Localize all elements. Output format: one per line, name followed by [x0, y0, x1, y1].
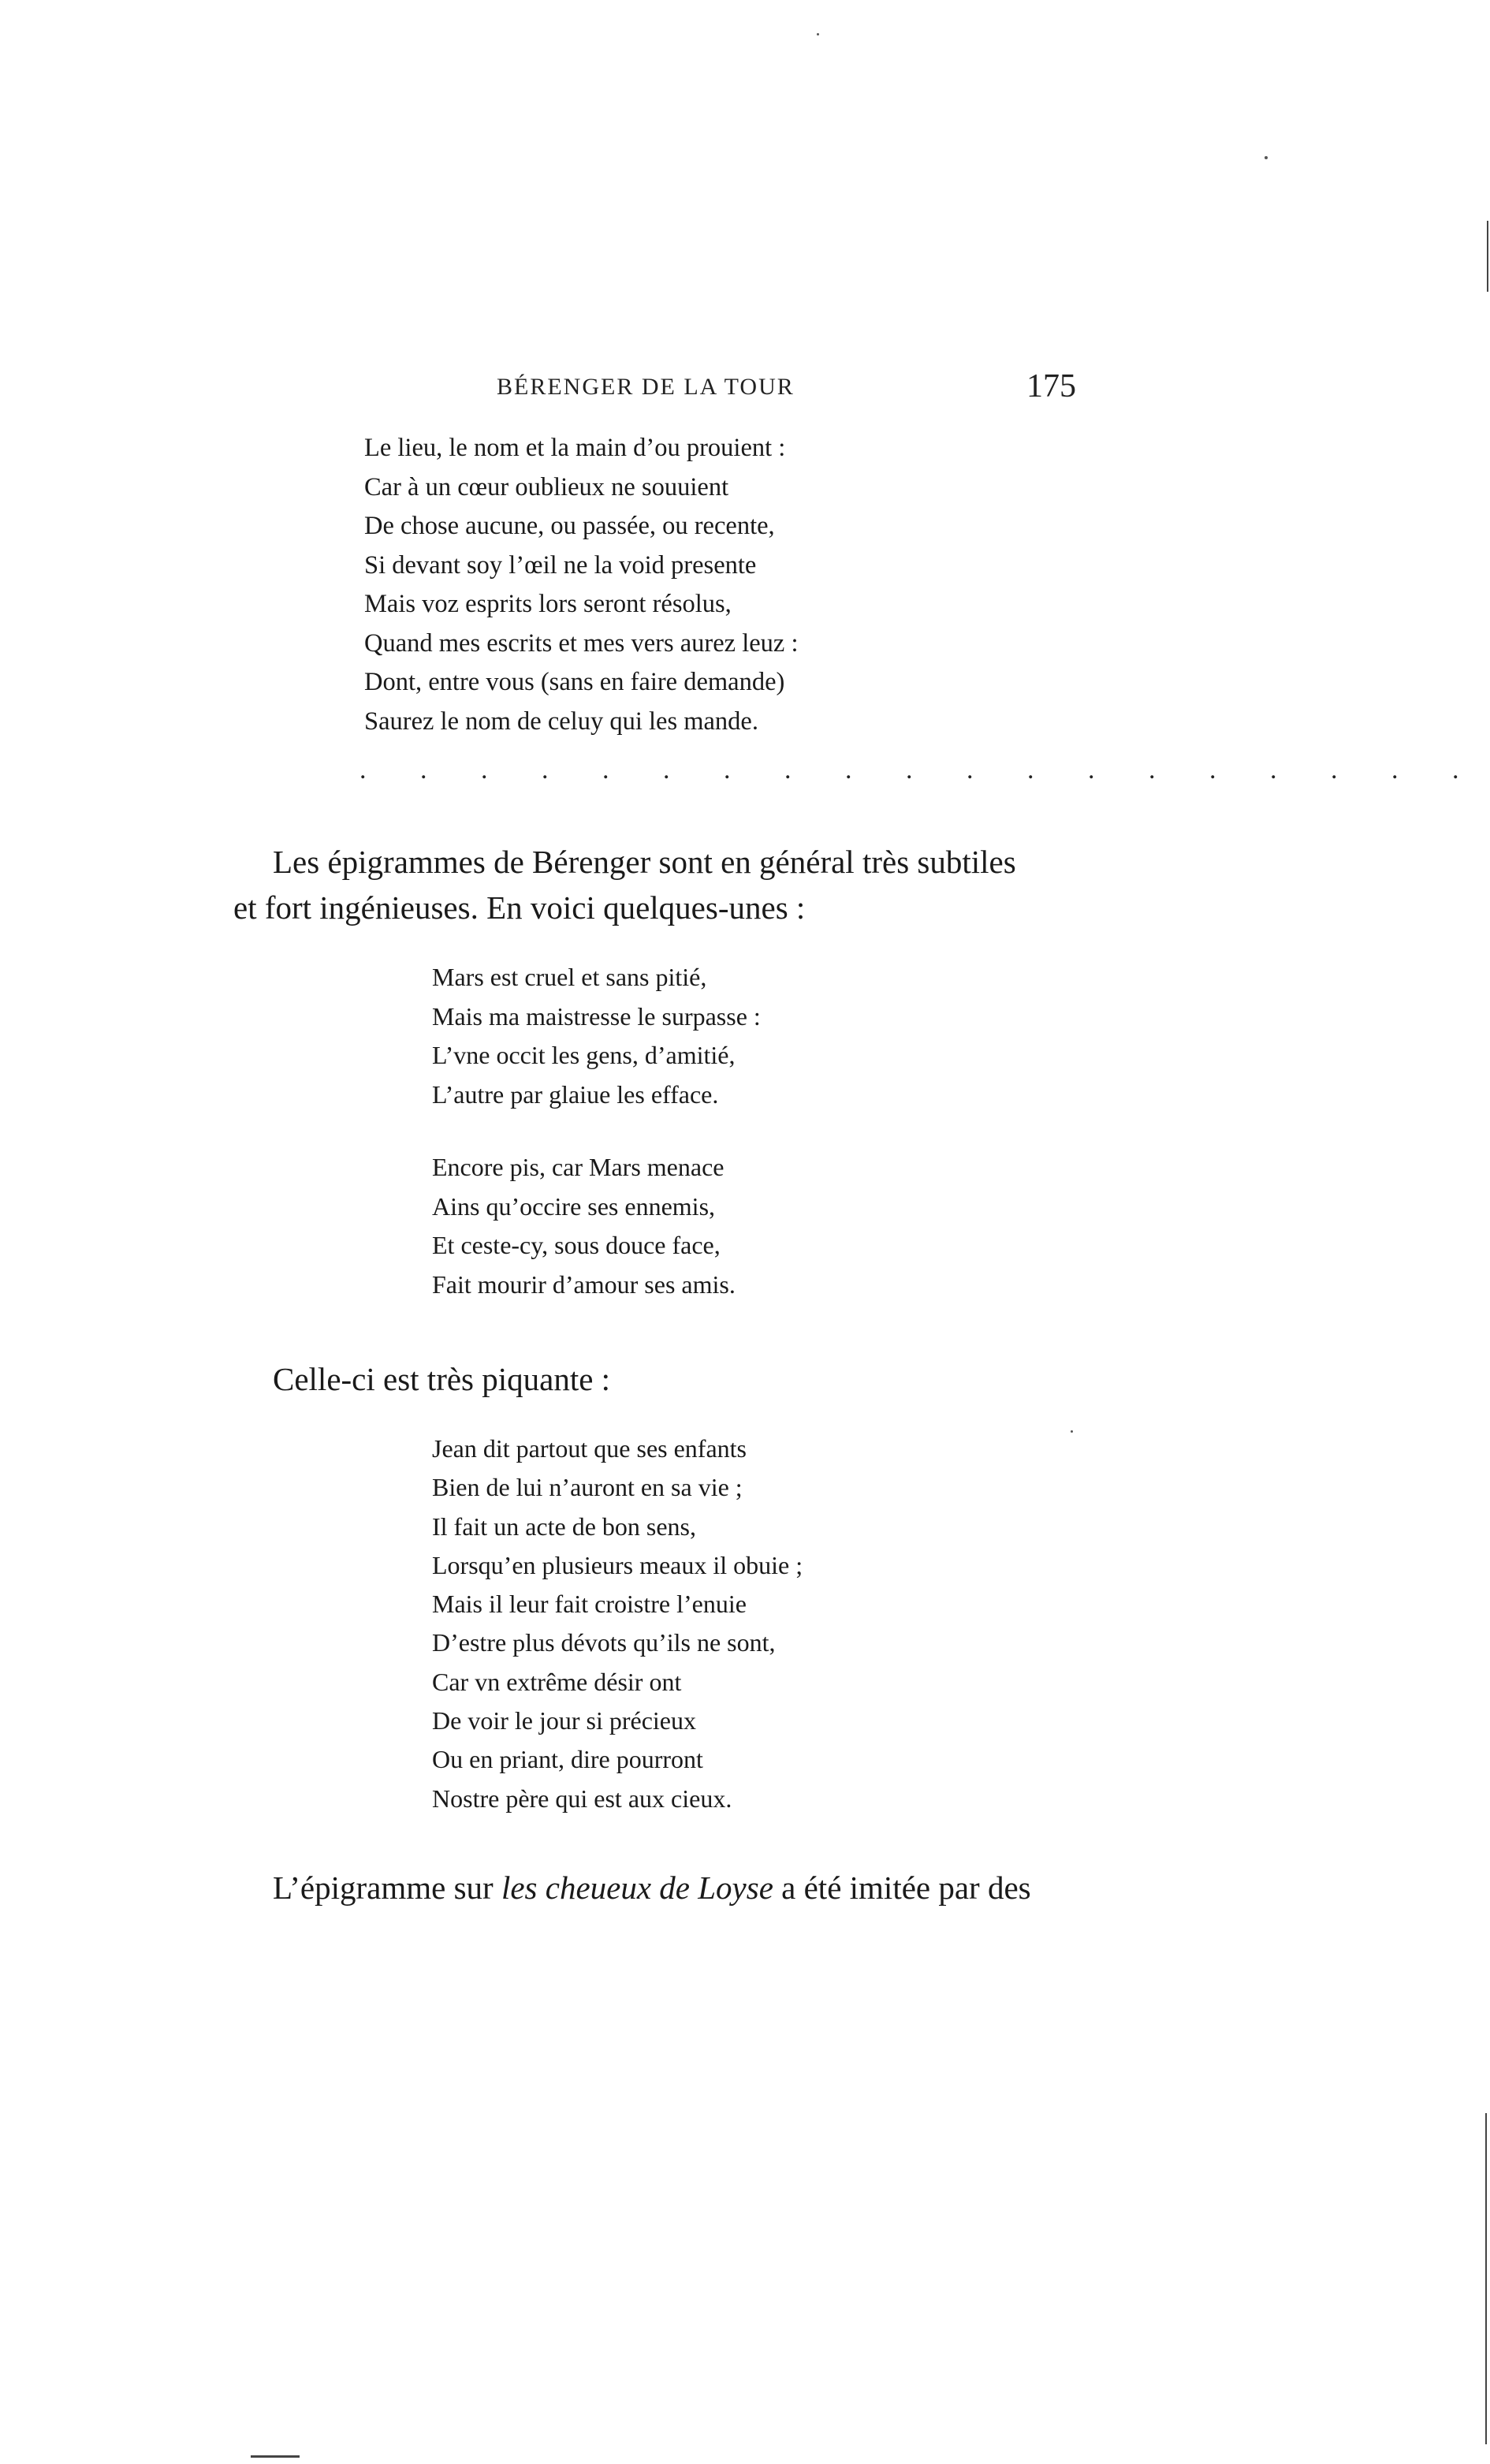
paragraph-line: Les épigrammes de Bérenger sont en général très subtiles [273, 844, 1016, 880]
verse-line: Ains qu’occire ses ennemis, [432, 1191, 716, 1221]
verse-line: Nostre père qui est aux cieux. [432, 1784, 732, 1813]
verse-line: L’autre par glaiue les efface. [432, 1079, 719, 1109]
page-number: 175 [1026, 368, 1076, 404]
scan-speck [817, 33, 819, 35]
verse-line: Car à un cœur oublieux ne souuient [364, 472, 729, 501]
verse-line: Mais ma maistresse le surpasse : [432, 1001, 761, 1031]
verse-line: Mars est cruel et sans pitié, [432, 963, 707, 991]
verse-line: Fait mourir d’amour ses amis. [432, 1269, 736, 1299]
scan-speck [1265, 156, 1268, 159]
verse-line: Il fait un acte de bon sens, [432, 1512, 696, 1541]
verse-line: Saurez le nom de celuy qui les mande. [364, 706, 758, 736]
verse-line: L’vne occit les gens, d’amitié, [432, 1041, 736, 1069]
verse-line: Le lieu, le nom et la main d’ou prouient : [364, 434, 786, 462]
ellipsis-dots: . . . . . . . . . . . . . . . . . . . [359, 755, 1483, 785]
verse-line: D’estre plus dévots qu’ils ne sont, [432, 1628, 776, 1657]
edge-mark [1487, 221, 1488, 292]
verse-line: Encore pis, car Mars menace [432, 1153, 725, 1181]
verse-line: Mais il leur fait croistre l’enuie [432, 1590, 747, 1619]
paragraph-text: a été imitée par des [773, 1869, 1031, 1906]
italic-title: les cheueux de Loyse [501, 1869, 773, 1906]
verse-line: Car vn extrême désir ont [432, 1667, 682, 1696]
edge-mark [251, 2455, 300, 2458]
verse-line: Et ceste-cy, sous douce face, [432, 1231, 721, 1259]
verse-line: De voir le jour si précieux [432, 1706, 696, 1735]
verse-line: Quand mes escrits et mes vers aurez leuz : [364, 628, 799, 658]
verse-line: De chose aucune, ou passée, ou recente, [364, 512, 775, 540]
verse-opening [364, 429, 799, 741]
paragraph-text: L’épigramme sur [273, 1869, 501, 1906]
epigram-stanza [432, 1148, 736, 1304]
paragraph-line: Celle-ci est très piquante : [273, 1361, 611, 1397]
paragraph-line: et fort ingénieuses. En voici quelques-unes : [233, 889, 806, 926]
verse-line: Bien de lui n’auront en sa vie ; [432, 1473, 743, 1502]
verse-line: Jean dit partout que ses enfants [432, 1434, 747, 1463]
verse-line: Mais voz esprits lors seront résolus, [364, 590, 732, 618]
paragraph-line [273, 1865, 1031, 1910]
verse-line: Lorsqu’en plusieurs meaux il obuie ; [432, 1550, 803, 1579]
verse-line: Ou en priant, dire pourront [432, 1745, 703, 1774]
edge-mark [1485, 2113, 1487, 2444]
scan-speck [1071, 1430, 1073, 1433]
verse-line: Dont, entre vous (sans en faire demande) [364, 668, 785, 696]
epigram-stanza [432, 958, 761, 1114]
running-head: BÉRENGER DE LA TOUR [497, 374, 795, 400]
epigram-verse [432, 1430, 803, 1818]
verse-line: Si devant soy l’œil ne la void presente [364, 550, 757, 580]
